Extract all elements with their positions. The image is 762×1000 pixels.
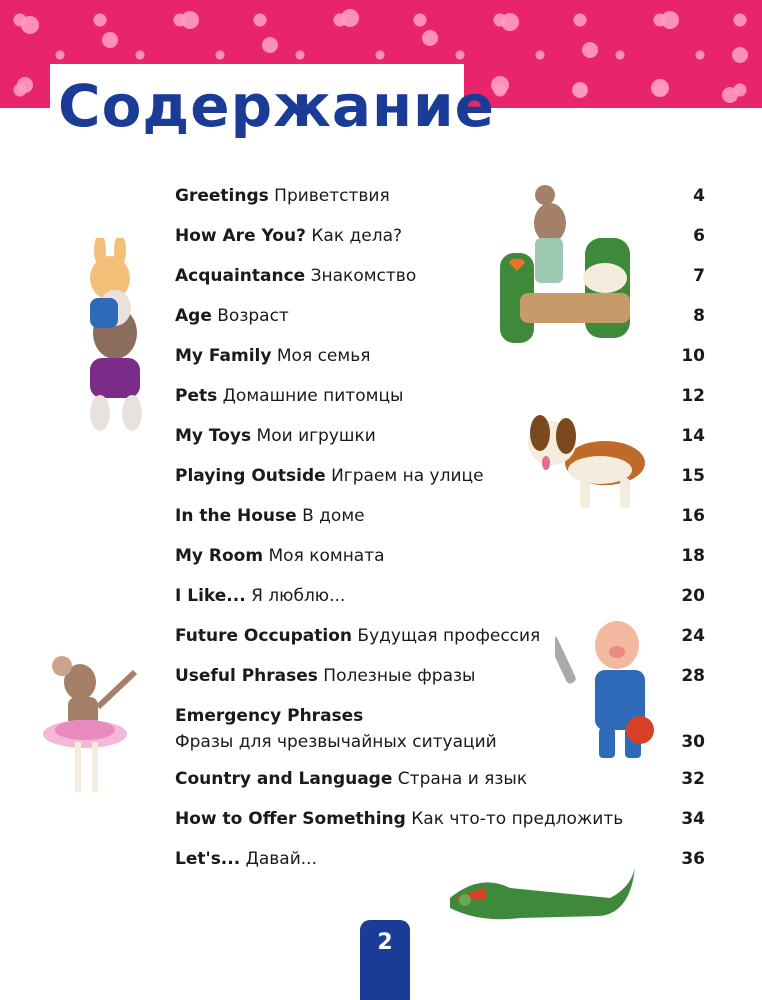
toc-entry-ru: Моя семья xyxy=(276,346,371,366)
toc-entry-en: Greetings xyxy=(175,186,269,206)
rabbits-illustration xyxy=(60,238,160,438)
pig-mechanic-illustration xyxy=(555,610,665,765)
toc-entry-ru: Мои игрушки xyxy=(256,426,376,446)
toc-entry-en: Future Occupation xyxy=(175,626,353,646)
toc-entry-en: Playing Outside xyxy=(175,466,326,486)
toc-entry-page: 7 xyxy=(693,266,705,286)
toc-entry-page: 16 xyxy=(681,506,705,526)
toc-entry-ru: Домашние питомцы xyxy=(222,386,404,406)
toc-entry-en: In the House xyxy=(175,506,297,526)
toc-entry-en: Useful Phrases xyxy=(175,666,318,686)
toc-entry-en: Pets xyxy=(175,386,218,406)
toc-entry-en: My Toys xyxy=(175,426,252,446)
toc-entry-en: My Room xyxy=(175,546,264,566)
toc-entry-page: 24 xyxy=(681,626,705,646)
toc-entry-page: 4 xyxy=(693,186,705,206)
toc-entry-ru: Давай... xyxy=(245,849,317,869)
toc-entry-ru: Играем на улице xyxy=(331,466,484,486)
toc-entry[interactable] xyxy=(175,383,705,409)
toc-entry-page: 18 xyxy=(681,546,705,566)
toc-entry[interactable] xyxy=(175,543,705,569)
toc-entry-en: How Are You? xyxy=(175,226,306,246)
toc-entry-page: 6 xyxy=(693,226,705,246)
toc-entry-ru: В доме xyxy=(302,506,365,526)
toc-entry-page: 15 xyxy=(681,466,705,486)
toc-entry-ru: Будущая профессия xyxy=(357,626,541,646)
page-number-tab xyxy=(360,920,410,1000)
toc-entry-page: 20 xyxy=(681,586,705,606)
toc-entry-page: 34 xyxy=(681,809,705,829)
bed-illustration xyxy=(490,183,640,348)
toc-entry-page: 36 xyxy=(681,849,705,869)
crocodile-illustration xyxy=(440,858,640,938)
toc-entry-ru: Фразы для чрезвычайных ситуаций xyxy=(175,732,497,752)
toc-entry[interactable] xyxy=(175,806,705,832)
page-title: Содержание xyxy=(58,72,496,140)
toc-entry-ru: Страна и язык xyxy=(397,769,528,789)
toc-entry[interactable] xyxy=(175,583,705,609)
toc-entry-ru: Моя комната xyxy=(268,546,385,566)
toc-entry-page: 32 xyxy=(681,769,705,789)
toc-entry-en: I Like... xyxy=(175,586,246,606)
mouse-ballerina-illustration xyxy=(40,652,155,802)
toc-entry-ru: Я люблю... xyxy=(251,586,346,606)
toc-entry-page: 12 xyxy=(681,386,705,406)
toc-entry-en: Acquaintance xyxy=(175,266,306,286)
toc-entry-ru: Как дела? xyxy=(311,226,403,246)
toc-entry-ru: Приветствия xyxy=(274,186,390,206)
toc-entry-en: Let's... xyxy=(175,849,241,869)
toc-entry-ru: Возраст xyxy=(217,306,289,326)
puppy-illustration xyxy=(520,408,650,513)
toc-entry-page: 10 xyxy=(681,346,705,366)
toc-entry-en: Country and Language xyxy=(175,769,393,789)
toc-entry-ru: Полезные фразы xyxy=(323,666,476,686)
toc-entry-page: 8 xyxy=(693,306,705,326)
toc-entry-en: Age xyxy=(175,306,212,326)
page-number: 2 xyxy=(377,930,393,955)
toc-entry-page: 30 xyxy=(681,732,705,752)
toc-entry-ru: Знакомство xyxy=(310,266,417,286)
toc-entry[interactable] xyxy=(175,766,705,792)
toc-entry-page: 28 xyxy=(681,666,705,686)
toc-entry-en: Emergency Phrases xyxy=(175,706,364,726)
toc-entry-page: 14 xyxy=(681,426,705,446)
toc-entry-en: How to Offer Something xyxy=(175,809,406,829)
toc-entry-en: My Family xyxy=(175,346,272,366)
toc-entry-ru: Как что-то предложить xyxy=(411,809,624,829)
